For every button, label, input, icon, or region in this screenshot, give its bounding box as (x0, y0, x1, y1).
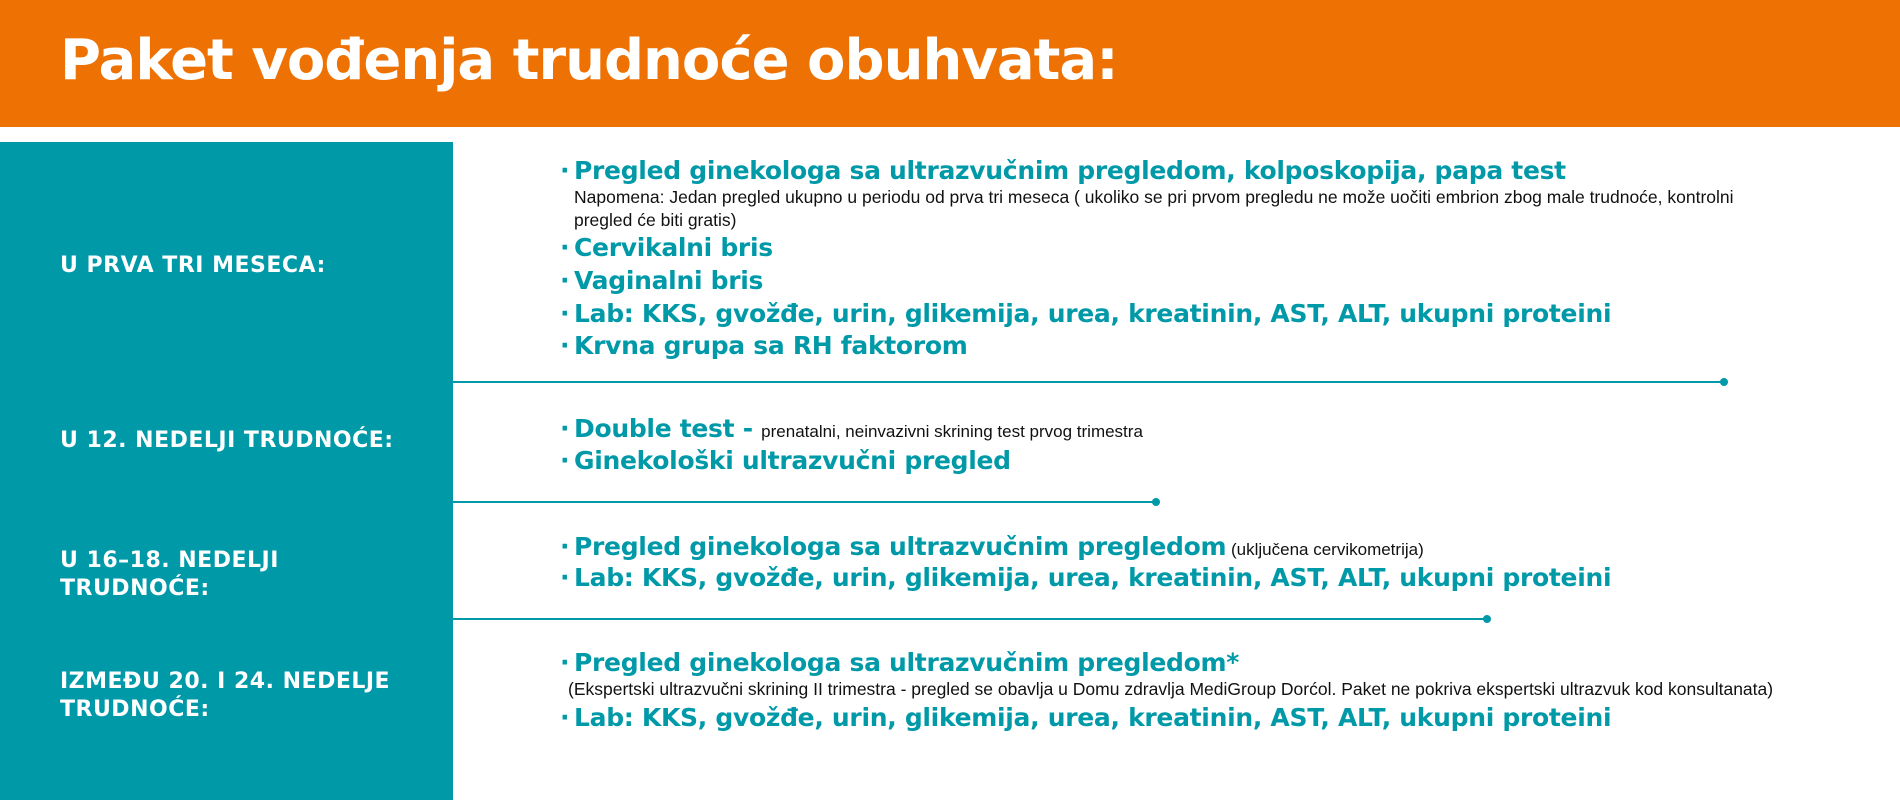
list-item: · Ginekološki ultrazvučni pregled (560, 446, 1011, 475)
bullet-icon: · (560, 156, 570, 185)
section-divider (60, 501, 1156, 503)
list-item: · Pregled ginekologa sa ultrazvučnim pregledom, kolposkopija, papa test (560, 156, 1566, 185)
bullet-icon: · (560, 266, 570, 295)
section-label-week-12: U 12. NEDELJI TRUDNOĆE: (60, 428, 394, 453)
bullet-icon: · (560, 703, 570, 732)
section-label-week-20-24: IZMEĐU 20. I 24. NEDELJE TRUDNOĆE: (60, 669, 391, 722)
bullet-icon: · (560, 414, 570, 443)
note-text: (Ekspertski ultrazvučni skrining II trimestra - pregled se obavlja u Domu zdravlja MediGroup Dorćol. Paket ne pokriva ekspertski ultrazvuk kod konsultanata) (568, 679, 1774, 699)
list-item: · Double test - prenatalni, neinvazivni skrining test prvog trimestra (560, 414, 1143, 443)
divider-dot-icon (1720, 378, 1728, 386)
bullet-icon: · (560, 446, 570, 475)
section-label-week-16-18: U 16–18. NEDELJI TRUDNOĆE: (60, 548, 279, 601)
list-item: · Krvna grupa sa RH faktorom (560, 331, 968, 360)
section-label-first-trimester: U PRVA TRI MESECA: (60, 253, 326, 278)
bullet-icon: · (560, 299, 570, 328)
list-item: · Lab: KKS, gvožđe, urin, glikemija, urea, kreatinin, AST, ALT, ukupni proteini (560, 563, 1612, 592)
bullet-icon: · (560, 563, 570, 592)
divider-dot-icon (1483, 615, 1491, 623)
bullet-icon: · (560, 648, 570, 677)
divider-dot-icon (1152, 498, 1160, 506)
list-item: · Cervikalni bris (560, 233, 773, 262)
list-item: · Lab: KKS, gvožđe, urin, glikemija, urea, kreatinin, AST, ALT, ukupni proteini (560, 299, 1612, 328)
header-banner (0, 0, 1900, 127)
section-divider (60, 381, 1724, 383)
note-text: Napomena: Jedan pregled ukupno u periodu od prva tri meseca ( ukoliko se pri prvom pregledu ne može uočiti embrion zbog male trudnoće, kontrolni pregled će biti gratis) (574, 187, 1734, 230)
bullet-icon: · (560, 331, 570, 360)
list-item: · Lab: KKS, gvožđe, urin, glikemija, urea, kreatinin, AST, ALT, ukupni proteini (560, 703, 1612, 732)
section-divider (60, 618, 1487, 620)
bullet-icon: · (560, 233, 570, 262)
page-title: Paket vođenja trudnoće obuhvata: (60, 28, 1118, 93)
list-item: · Pregled ginekologa sa ultrazvučnim pregledom* (560, 648, 1240, 677)
list-item: · Pregled ginekologa sa ultrazvučnim pregledom (uključena cervikometrija) (560, 532, 1424, 561)
bullet-icon: · (560, 532, 570, 561)
list-item: · Vaginalni bris (560, 266, 764, 295)
